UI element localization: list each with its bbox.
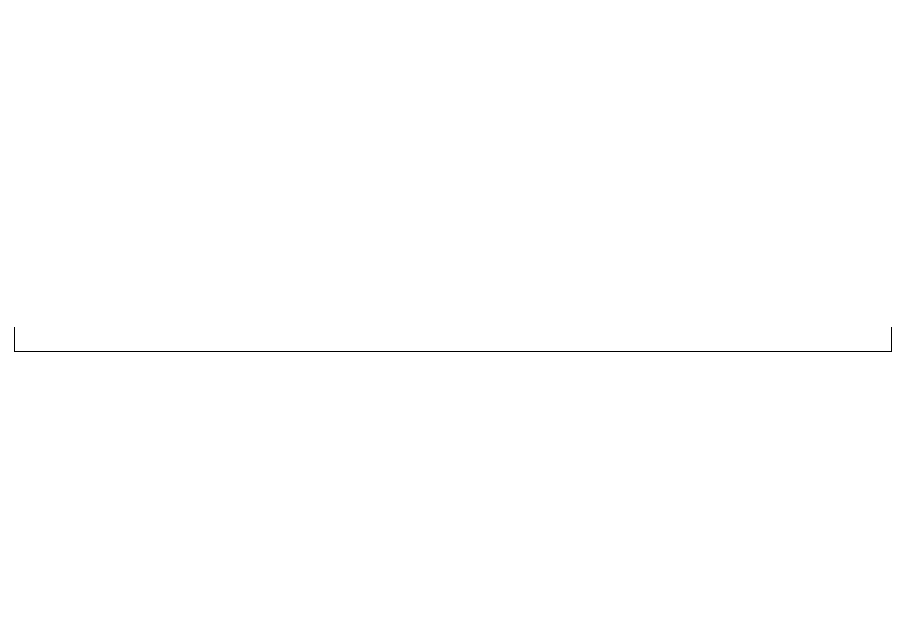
goal-separator: [14, 327, 892, 352]
